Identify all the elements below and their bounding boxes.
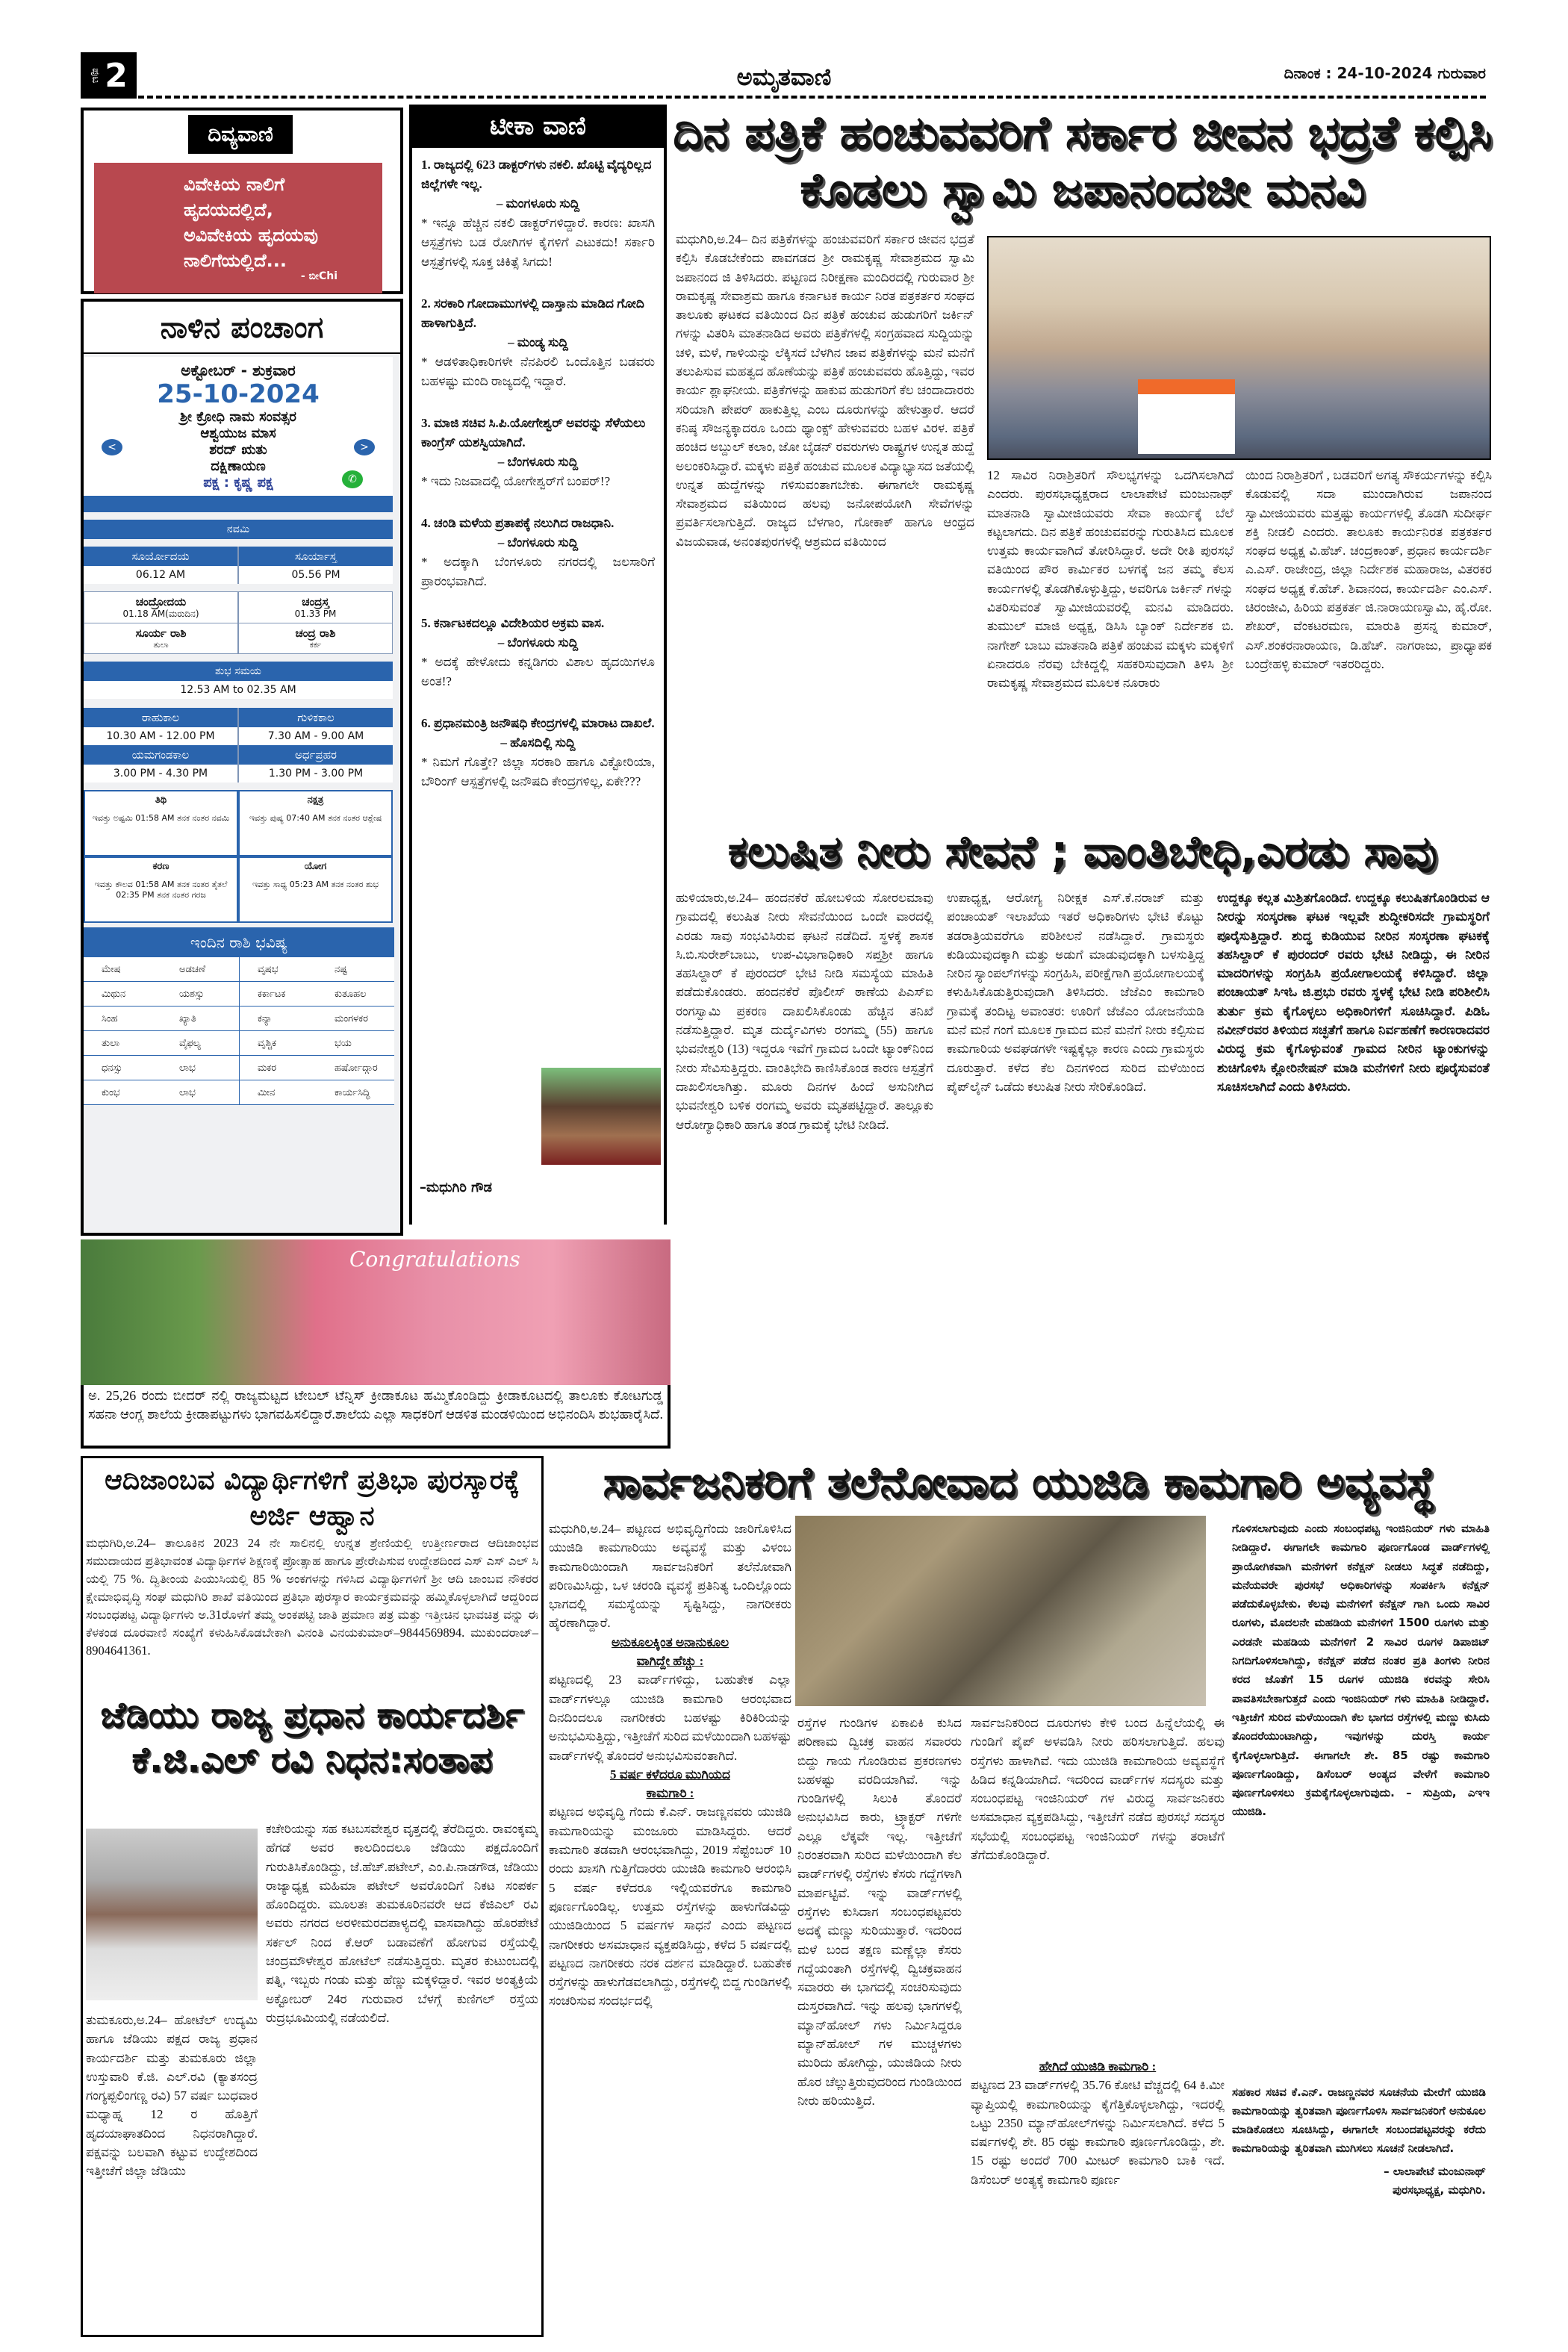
masthead: ಅಮೃತವಾಣಿ	[736, 63, 832, 91]
quote-line: ಹೃದಯದಲ್ಲಿದೆ,	[184, 199, 273, 220]
rashi-sign: ಧನಸ್ಸು	[102, 1062, 122, 1074]
ugd-photo	[795, 1516, 1206, 1706]
detail-value: ಇವತ್ತು ಪುಷ್ಯ 07:40 AM ತನಕ ನಂತರ ಆಶ್ಲೇಷ	[249, 813, 382, 823]
rahu-value: 10.30 AM - 12.00 PM	[106, 730, 215, 742]
rashi-prediction: ಲಾಭ	[179, 1062, 196, 1074]
rashi-prediction: ಲಾಭ	[179, 1086, 196, 1098]
detail-title: ಯೋಗ	[304, 861, 327, 872]
detail-title: ಕರಣ	[152, 861, 169, 872]
tikavani-comment: * ಇದು ನಿಜವಾದಲ್ಲಿ ಯೋಗೇಶ್ವರ್‌ಗೆ ಬಂಪರ್!?	[421, 474, 611, 488]
shubha-label: ಶುಭ ಸಮಯ	[84, 662, 393, 681]
tikavani-source: – ಬೆಂಗಳೂರು ಸುದ್ದಿ	[497, 455, 579, 469]
moonset-value: 01.33 PM	[294, 609, 337, 619]
detail-karana	[85, 858, 237, 921]
quote-line: ನಾಲಿಗೆಯಲ್ಲಿದೆ...	[184, 250, 287, 271]
tikavani-author: –ಮಧುಗಿರಿ ಗೌಡ	[420, 1180, 492, 1195]
rashi-prediction: ನಷ್ಟ	[335, 963, 348, 975]
ayana: ದಕ್ಷಿಣಾಯಣ	[211, 458, 266, 474]
tikavani-item	[412, 294, 664, 391]
rashi-sign: ಮಿಥುನ	[102, 988, 126, 1000]
ugd-quote-box	[1232, 2083, 1486, 2315]
detail-value: ಇವತ್ತು ಕೌಲವ 01:58 AM ತನಕ ನಂತರ ತೈತಲೆ 02:35 PM ತನಕ ನಂತರ ಗರಜ	[94, 880, 228, 900]
tikavani-source: – ಬೆಂಗಳೂರು ಸುದ್ದಿ	[497, 535, 579, 550]
water-article-col3: ಉದ್ದಕ್ಕೂ ಕಲ್ಲತ ಮಿಶ್ರಿತಗೊಂಡಿದೆ. ಉದ್ದಕ್ಕೂ ಕಲುಷಿತಗೊಂಡಿರುವ ಆ ನೀರನ್ನು ಸಂಸ್ಕರಣಾ ಘಟಕ ಇಲ್ಲವೇ ಶುದ್ಧೀಕರಿಸದೇ ಗ್ರಾಮಸ್ಥರಿಗೆ ಪೂರೈಸುತ್ತಿದ್ದಾರೆ. ಶುದ್ಧ ಕುಡಿಯುವ ನೀರಿನ ಸಂಸ್ಕರಣಾ ಘಟಕಕ್ಕೆ ತಹಸಿಲ್ದಾರ್ ಕೆ ಪುರಂದರ್ ರವರು ಭೇಟಿ ನೀಡಿದ್ದು, ಈ ನೀರಿನ ಮಾದರಿಗಳನ್ನು ಸಂಗ್ರಹಿಸಿ ಪ್ರಯೋಗಾಲಯಕ್ಕೆ ಕಳಿಸಿದ್ದಾರೆ. ಜಿಲ್ಲಾ ಪಂಚಾಯತ್ ಸಿಇಓ ಜಿ.ಪ್ರಭು ರವರು ಸ್ಥಳಕ್ಕೆ ಭೇಟಿ ನೀಡಿ ಪರಿಶೀಲಿಸಿ ತುರ್ತು ಕ್ರಮ ಕೈಗೊಳ್ಳಲು ಅಧಿಕಾರಿಗಳಿಗೆ ಸೂಚಿಸಿದ್ದಾರೆ. ಪಿಡಿಓ ನವೀನ್‌ರವರ ತಿಳಿಯದ ಸಚ್ಛತೆಗೆ ಹಾಗೂ ನಿರ್ವಹಣೆಗೆ ಕಾರಣರಾದವರ ವಿರುದ್ಧ ಕ್ರಮ ಕೈಗೊಳ್ಳುವಂತೆ ಗ್ರಾಮದ ನೀರಿನ ಟ್ಯಾಂಕುಗಳನ್ನು ಶುಚಿಗೊಳಿಸಿ ಕ್ಲೋರಿನೇಷನ್ ಮಾಡಿ ಮನೆಗಳಿಗೆ ನೀರು ಪೂರೈಸುವಂತೆ ಸೂಚಿಸಲಾಗಿದೆ ಎಂದು ತಿಳಿಸಿದರು.	[1217, 891, 1490, 1094]
tikavani-comment: * ಇನ್ನೂ ಹೆಚ್ಚಿನ ನಕಲಿ ಡಾಕ್ಟರ್‌ಗಳಿದ್ದಾರೆ. ಕಾರಣ: ಖಾಸಗಿ ಆಸ್ಪತ್ರೆಗಳು ಬಡ ರೋಗಿಗಳ ಕೈಗಳಿಗೆ ಎಟುಕದು! ಸರ್ಕಾರಿ ಆಸ್ಪತ್ರೆಗಳಲ್ಲಿ ಸೂಕ್ತ ಚಿಕಿತ್ಸೆ ಸಿಗದು!	[421, 216, 655, 269]
rashi-row	[84, 623, 393, 654]
tikavani-news: 2. ಸರಕಾರಿ ಗೋದಾಮುಗಳಲ್ಲಿ ದಾಸ್ತಾನು ಮಾಡಿದ ಗೋದಿ ಹಾಳಾಗುತ್ತಿದೆ.	[421, 296, 644, 330]
yama-value: 3.00 PM - 4.30 PM	[113, 768, 208, 780]
sunrise-label: ಸೂರ್ಯೋದಯ	[84, 547, 237, 566]
masa: ಆಶ್ವಯುಜ ಮಾಸ	[200, 426, 276, 441]
rashi-sign: ಕುಂಭ	[102, 1086, 120, 1098]
rashi-sign: ಕರ್ಕಾಟಕ	[239, 982, 317, 1007]
ugd-col2: ರಸ್ತೆಗಳ ಗುಂಡಿಗಳ ಏಕಾಏಕಿ ಕುಸಿದ ಪರಿಣಾಮ ದ್ವಿಚಕ್ರ ವಾಹನ ಸವಾರರು ಬಿದ್ದು ಗಾಯ ಗೊಂಡಿರುವ ಪ್ರಕರಣಗಳು ಬಹಳಷ್ಟು ವರದಿಯಾಗಿವೆ. ಇನ್ನು ಗುಂಡಿಗಳಲ್ಲಿ ಸಿಲುಕಿ ತೊಂದರೆ ಅನುಭವಿಸಿದ ಕಾರು, ಟ್ರ್ಯಾಕ್ಟರ್ ಗಳಿಗೇ ಎಲ್ಲೂ ಲೆಕ್ಕವೇ ಇಲ್ಲ. ಇತ್ತೀಚೆಗೆ ನಿರಂತರವಾಗಿ ಸುರಿದ ಮಳೆಯಿಂದಾಗಿ ಕೆಲ ವಾರ್ಡ್‌ಗಳಲ್ಲಿ ರಸ್ತೆಗಳು ಕೆಸರು ಗದ್ದೆಗಳಾಗಿ ಮಾರ್ಪಟ್ಟಿವೆ. ಇನ್ನು ವಾರ್ಡ್‌ಗಳಲ್ಲಿ ರಸ್ತೆಗಳು ಕುಸಿದಾಗ ಸಂಬಂಧಪಟ್ಟವರು ಅದಕ್ಕೆ ಮಣ್ಣು ಸುರಿಯುತ್ತಾರೆ. ಇದರಿಂದ ಮಳೆ ಬಂದ ತಕ್ಷಣ ಮಣ್ಣೆಲ್ಲಾ ಕೆಸರು ಗದ್ದೆಯಂತಾಗಿ ರಸ್ತೆಗಳಲ್ಲಿ ದ್ವಿಚಕ್ರವಾಹನ ಸವಾರರು ಈ ಭಾಗದಲ್ಲಿ ಸಂಚರಿಸುವುದು ದುಸ್ತರವಾಗಿದೆ. ಇನ್ನು ಹಲವು ಭಾಗಗಳಲ್ಲಿ ಮ್ಯಾನ್‌ಹೋಲ್ ಗಳು ನಿರ್ಮಿಸಿದ್ದರೂ ಮ್ಯಾನ್‌ಹೋಲ್ ಗಳ ಮುಚ್ಚಳಗಳು ಮುರಿದು ಹೋಗಿದ್ದು, ಯುಜಿಡಿಯ ನೀರು ಹೊರ ಚೆಲ್ಲುತ್ತಿರುವುದರಿಂದ ಗುಂಡಿಯಿಂದ ನೀರು ಹರಿಯುತ್ತಿದೆ.	[797, 1716, 962, 2108]
ugd-col3	[971, 1714, 1225, 2326]
tikavani-comment: * ನಿಮಗೆ ಗೊತ್ತೇ? ಜಿಲ್ಲಾ ಸರಕಾರಿ ಹಾಗೂ ವಿಕ್ಟೋರಿಯಾ, ಬೌರಿಂಗ್ ಆಸ್ಪತ್ರೆಗಳಲ್ಲಿ ಜನೌಷದಿ ಕೇಂದ್ರಗಳಿಲ್ಲ, ಏಕೇ???	[421, 755, 655, 788]
moonrise-value: 01.18 AM(ಮರುದಿನ)	[122, 609, 199, 619]
panchanga-date-card	[84, 357, 393, 496]
yama-label: ಯಮಗಂಡಕಾಲ	[84, 745, 237, 765]
tikavani-item	[412, 155, 664, 272]
rashi-title: ಇಂದಿನ ರಾಶಿ ಭವಿಷ್ಯ	[84, 927, 394, 957]
lead-article-col3: ಯಿಂದ ನಿರಾಶ್ರಿತರಿಗೆ , ಬಡವರಿಗೆ ಅಗತ್ಯ ಸೌಕರ್ಯಗಳನ್ನು ಕಲ್ಪಿಸಿ ಕೊಡುವಲ್ಲಿ ಸದಾ ಮುಂದಾಗಿರುವ ಜಪಾನಂದ ಸ್ವಾಮೀಜಿಯವರು ಮತ್ತಷ್ಟು ಕಾರ್ಯಗಳಲ್ಲಿ ತೊಡಗಿ ಸುದೀರ್ಘ ಶಕ್ತಿ ನೀಡಲಿ ಎಂದರು. ತಾಲೂಕು ಕಾರ್ಯನಿರತ ಪತ್ರಕರ್ತರ ಸಂಘದ ಅಧ್ಯಕ್ಷ ವಿ.ಹೆಚ್. ಚಂದ್ರಕಾಂತ್, ಪ್ರಧಾನ ಕಾರ್ಯದರ್ಶಿ ಎ.ಎಸ್. ರಾಜೇಂದ್ರ, ಜಿಲ್ಲಾ ನಿರ್ದೇಶಕ ಮಹಾರಾಜ, ವಿತರಕರ ಸಂಘದ ಅಧ್ಯಕ್ಷ ಕೆ.ಹೆಚ್. ಶಿವಾನಂದ, ಕಾರ್ಯದರ್ಶಿ ಎಂ.ಎಸ್. ಚಿರಂಜೀವಿ, ಹಿರಿಯ ಪತ್ರಕರ್ತ ಜಿ.ನಾರಾಯಣಸ್ವಾಮಿ, ಹೈ.ರೋ. ಶೇಖರ್, ವೆಂಕಟರಮಣ, ಮಾರುತಿ ಪ್ರಸನ್ನ ಕುಮಾರ್, ಎಸ್.ಶಂಕರನಾರಾಯಣ, ಡಿ.ಹೆಚ್. ನಾಗರಾಜು, ಪ್ರಾಧ್ಯಾಪಕ ಬಂದ್ರೇಹಳ್ಳಿ ಕುಮಾರ್ ಇತರರಿದ್ದರು.	[1245, 468, 1492, 671]
tithi-name: ನವಮಿ	[84, 520, 393, 539]
sun-value-row	[84, 566, 393, 584]
kgl-ravi-photo	[86, 1829, 258, 2000]
divyavani-title: ದಿವ್ಯವಾಣಿ	[188, 115, 293, 154]
rashi-row	[84, 1031, 394, 1056]
whatsapp-icon[interactable]: ✆	[342, 470, 363, 488]
ugd-headline: ಸಾರ್ವಜನಿಕರಿಗೆ ತಲೆನೋವಾದ ಯುಜಿಡಿ ಕಾಮಗಾರಿ ಅವ್ಯವಸ್ಥೆ	[603, 1457, 1436, 1508]
adijambava-body: ಮಧುಗಿರಿ,ಅ.24– ತಾಲೂಕಿನ 2023 24 ನೇ ಸಾಲಿನಲ್ಲಿ ಉನ್ನತ ಶ್ರೇಣಿಯಲ್ಲಿ ಉತ್ತೀರ್ಣರಾದ ಆದಿಜಾಂಭವ ಸಮುದಾಯದ ಪ್ರತಿಭಾವಂತ ವಿದ್ಯಾರ್ಥಿಗಳ ಶಿಕ್ಷಣಕ್ಕೆ ಪ್ರೋತ್ಸಾಹ ಹಾಗೂ ಪ್ರೇರೇಪಿಸುವ ಉದ್ದೇಶದಿಂದ ಎಸ್ ಎಸ್ ಎಲ್ ಸಿ ಯಲ್ಲಿ 75 %. ದ್ವಿತೀಂಯ ಪಿಯುಸಿಯಲ್ಲಿ 85 % ಅಂಕಗಳನ್ನು ಗಳಿಸಿದ ವಿದ್ಯಾರ್ಥಿಗಳಿಗೆ ಶ್ರೀ ಆದಿ ಜಾಂಬವ ನೌಕರರ ಕ್ಷೇಮಾಭಿವೃದ್ಧಿ ಸಂಘ ಮಧುಗಿರಿ ಶಾಖೆ ವತಿಯಿಂದ ಪ್ರತಿಭಾ ಪುರಸ್ಕಾರ ಕಾರ್ಯಕ್ರಮವನ್ನು ಹಮ್ಮಿಕೊಳ್ಳಲಾಗಿದೆ ಆದ್ದರಿಂದ ಸಂಬಂಧಪಟ್ಟ ವಿದ್ಯಾರ್ಥಿಗಳು ಅ.31ರೊಳಗೆ ತಮ್ಮ ಅಂಕಪಟ್ಟಿ ಜಾತಿ ಪ್ರಮಾಣ ಪತ್ರ ಮತ್ತು ಇತ್ತೀಚಿನ ಭಾವಚಿತ್ರ ವನ್ನು ಈ ಕೆಳಕಂಡ ದೂರವಾಣಿ ಸಂಖ್ಯೆಗೆ ಕಳುಹಿಸಿಕೊಡಬೇಕಾಗಿ ವಿನಂತಿ ವಿನಯಕುಮಾರ್–9844569894. ಮುಕುಂದರಾಜ್–8904641361.	[86, 1536, 538, 1658]
rashi-sign: ತುಲಾ	[102, 1037, 120, 1049]
surya-rashi-value: ತುಲಾ	[153, 640, 169, 650]
tikavani-column	[409, 105, 667, 1225]
detail-nakshatra	[240, 791, 391, 855]
rashi-row	[84, 1056, 394, 1080]
tikavani-comment: * ಆಡಳಿತಾಧಿಕಾರಿಗಳೇ ನೆನಪಿರಲಿ ಒಂದೊತ್ತಿನ ಬಡವರು ಬಹಳಷ್ಟು ಮಂದಿ ರಾಜ್ಯದಲ್ಲಿ ಇದ್ದಾರೆ.	[421, 355, 655, 388]
jdu-article-side: ಕಚೇರಿಯನ್ನು ಸಹ ಕಟಬಸವೇಶ್ವರ ವೃತ್ತದಲ್ಲಿ ತೆರೆದಿದ್ದರು. ರಾವಂಕ್ಕಮ್ಮ ಹೆಗಡೆ ಅವರ ಕಾಲದಿಂದಲೂ ಜೆಡಿಯು ಪಕ್ಷದೊಂದಿಗೆ ಗುರುತಿಸಿಕೊಂಡಿದ್ದು, ಜೆ.ಹೆಚ್.ಪಟೇಲ್, ಎಂ.ಪಿ.ನಾಡಗೌಡ, ಜೆಡಿಯು ರಾಜ್ಯಾಧ್ಯಕ್ಷ ಮಹಿಮಾ ಪಟೇಲ್ ಅವರೊಂದಿಗೆ ನಿಕಟ ಸಂಪರ್ಕ ಹೊಂದಿದ್ದರು. ಮೂಲತಃ ತುಮಕೂರಿನವರೇ ಆದ ಕೆಜಿಎಲ್ ರವಿ ಅವರು ನಗರದ ಅರಳೀಮರದಪಾಳ್ಯದಲ್ಲಿ ವಾಸವಾಗಿದ್ದು ಹೊರಪೇಟೆ ಸರ್ಕಲ್ ನಿಂದ ಕೆ.ಆರ್ ಬಡಾವಣೆಗೆ ಹೋಗುವ ರಸ್ತೆಯಲ್ಲಿ ಚಂದ್ರಮೌಳೇಶ್ವರ ಹೋಟೆಲ್ ನಡೆಸುತ್ತಿದ್ದರು. ಮೃತರ ಕುಟುಂಬದಲ್ಲಿ ಪತ್ನಿ, ಇಬ್ಬರು ಗಂಡು ಮತ್ತು ಹೆಣ್ಣು ಮಕ್ಕಳಿದ್ದಾರೆ. ಇವರ ಅಂತ್ಯಕ್ರಿಯೆ ಅಕ್ಟೋಬರ್ 24ರ ಗುರುವಾರ ಬೆಳಗ್ಗೆ ಕುಣಿಗಲ್ ರಸ್ತೆಯ ರುದ್ರಭೂಮಿಯಲ್ಲಿ ನಡೆಯಲಿದೆ.	[266, 1822, 538, 2025]
lead-photo	[987, 236, 1491, 460]
rashi-row	[84, 1080, 394, 1105]
ardha-label: ಅರ್ಧಪ್ರಹರ	[237, 745, 393, 765]
gulika-value: 7.30 AM - 9.00 AM	[237, 727, 393, 745]
moon-row	[84, 591, 393, 623]
kala-value-row-2	[84, 765, 393, 783]
kala-header-row-1	[84, 708, 393, 727]
divyavani-quote-image	[94, 163, 382, 293]
adijambava-box	[81, 1456, 544, 2337]
tikavani-comment: * ಅದಕ್ಕಾಗಿ ಬೆಂಗಳೂರು ನಗರದಲ್ಲಿ ಜಲಸಾರಿಗೆ ಪ್ರಾರಂಭವಾಗಿದೆ.	[421, 555, 655, 588]
ugd-subhead-3: ಹೇಗಿದೆ ಯುಜಿಡಿ ಕಾಮಗಾರಿ :	[1039, 2059, 1157, 2073]
chandra-rashi-value: ಕರ್ಕ	[309, 640, 322, 650]
rashi-prediction: ಮಂಗಳಕರ	[335, 1012, 368, 1024]
ugd-subhead-2b: ಕಾಮಗಾರಿ :	[646, 1786, 694, 1801]
tikavani-title: ಟೀಕಾ ವಾಣಿ	[412, 105, 664, 148]
panchanga-title: ನಾಳಿನ ಪಂಚಾಂಗ	[84, 302, 400, 354]
lead-headline: ದಿನ ಪತ್ರಿಕೆ ಹಂಚುವವರಿಗೆ ಸರ್ಕಾರ ಜೀವನ ಭದ್ರತೆ ಕಲ್ಪಿಸಿ ಕೊಡಲು ಸ್ವಾಮಿ ಜಪಾನಂದಜೀ ಮನವಿ	[673, 105, 1493, 217]
rashi-prediction: ಹರ್ಷೋದ್ಗಾರ	[335, 1062, 378, 1074]
jdu-article-below: ತುಮಕೂರು,ಅ.24– ಹೋಟೆಲ್ ಉದ್ಯಮಿ ಹಾಗೂ ಜೆಡಿಯು ಪಕ್ಷದ ರಾಜ್ಯ ಪ್ರಧಾನ ಕಾರ್ಯದರ್ಶಿ ಮತ್ತು ತುಮಕೂರು ಜಿಲ್ಲಾ ಉಸ್ತುವಾರಿ ಕೆ.ಜಿ. ಎಲ್.ರವಿ (ಕ್ಯಾತಸಂದ್ರ ಗಂಗ್ಯಪ್ಪಲಿಂಗಣ್ಣ ರವಿ) 57 ವರ್ಷ ಬುಧವಾರ ಮಧ್ಯಾಹ್ನ 12 ರ ಹೊತ್ತಿಗೆ ಹೃದಯಾಘಾತದಿಂದ ನಿಧನರಾಗಿದ್ದಾರೆ. ಪಕ್ಷವನ್ನು ಬಲವಾಗಿ ಕಟ್ಟುವ ಉದ್ದೇಶದಿಂದ ಇತ್ತೀಚೆಗೆ ಜಿಲ್ಲಾ ಜೆಡಿಯು	[86, 2013, 258, 2179]
lead-article-col1: ಮಧುಗಿರಿ,ಅ.24– ದಿನ ಪತ್ರಿಕೆಗಳನ್ನು ಹಂಚುವವರಿಗೆ ಸರ್ಕಾರ ಜೀವನ ಭದ್ರತೆ ಕಲ್ಪಿಸಿ ಕೊಡಬೇಕೆಂದು ಪಾವಗಡದ ಶ್ರೀ ರಾಮಕೃಷ್ಣ ಸೇವಾಶ್ರಮದ ಸ್ವಾಮಿ ಜಪಾನಂದ ಜಿ ತಿಳಿಸಿದರು. ಪಟ್ಟಣದ ನಿರೀಕ್ಷಣಾ ಮಂದಿರದಲ್ಲಿ ಗುರುವಾರ ಶ್ರೀ ರಾಮಕೃಷ್ಣ ಸೇವಾಶ್ರಮ ಹಾಗೂ ಕರ್ನಾಟಕ ಕಾರ್ಯ ನಿರತ ಪತ್ರಕರ್ತರ ಸಂಘದ ತಾಲೂಕು ಘಟಕದ ವತಿಯಿಂದ ದಿನ ಪತ್ರಿಕೆ ಹಂಚುವ ಹುಡುಗರಿಗೆ ಜರ್ಕಿನ್ ಗಳನ್ನು ವಿತರಿಸಿ ಮಾತನಾಡಿದ ಅವರು ಪತ್ರಿಕೆಗಳಲ್ಲಿ ಸಂಗ್ರಹವಾದ ಸುದ್ದಿಯನ್ನು ಚಳಿ, ಮಳೆ, ಗಾಳಿಯನ್ನು ಲೆಕ್ಕಿಸದೆ ಬೆಳಗಿನ ಜಾವ ಪತ್ರಿಕೆಗಳನ್ನು ಮನೆ ಮನೆಗೆ ತಲುಪಿಸುವ ಮಹತ್ವದ ಹೊಣೆಯನ್ನು ಪತ್ರಿಕೆ ಹಂಚುವವರು ಹೊತ್ತಿದ್ದು, ಇವರ ಕಾರ್ಯ ಶ್ಲಾಘನೀಯ. ಪತ್ರಿಕೆಗಳನ್ನು ಹಾಕುವ ಹುಡುಗರಿಗೆ ಕೆಲ ಚಂದಾದಾರರು ಸರಿಯಾಗಿ ಪೇಪರ್ ಹಾಕುತ್ತಿಲ್ಲ ಎಂಬ ದೂರುಗಳನ್ನು ಹೇಳುತ್ತಾರೆ. ಆದರೆ ಕನಿಷ್ಠ ಸೌಜನ್ಯಕ್ಕಾದರೂ ಒಂದು ಥ್ಯಾಂಕ್ಸ್ ಹೇಳುವವರು ಬಹಳ ವಿರಳ. ಪತ್ರಿಕೆ ಹಂಚಿದ ಅಬ್ದುಲ್ ಕಲಾಂ, ಜೋ ಬೈಡನ್ ರವರುಗಳು ರಾಷ್ಟ್ರಗಳ ಉನ್ನತ ಹುದ್ದೆ ಅಲಂಕರಿಸಿದ್ದಾರೆ. ಮಕ್ಕಳು ಪತ್ರಿಕೆ ಹಂಚುವ ಮೂಲಕ ವಿದ್ಯಾಭ್ಯಾಸದ ಜತೆಯಲ್ಲಿ ಉನ್ನತ ಹುದ್ದೆಗಳನ್ನು ಗಳಿಸುವಂತಾಗಬೇಕು. ಈಗಾಗಲೇ ರಾಮಕೃಷ್ಣ ಸೇವಾಶ್ರಮದ ವತಿಯಿಂದ ಹಲವು ಜನೋಪಯೋಗಿ ಸೇವೆಗಳನ್ನು ಪ್ರವರ್ತಿಸಲಾಗುತ್ತಿದೆ. ರಾಜ್ಯದ ಬೆಳಗಾಂ, ಗೋಕಾಕ್ ಹಾಗೂ ಆಂಧ್ರದ ವಿಜಯವಾಡ, ಅನಂತಪುರಗಳಲ್ಲಿ ಆಶ್ರಮದ ವತಿಯಿಂದ	[676, 232, 974, 549]
page-number: 2	[105, 56, 128, 95]
tikavani-items	[412, 148, 664, 791]
rashi-sign: ಮೀನ	[239, 1080, 317, 1105]
rahu-label: ರಾಹುಕಾಲ	[84, 708, 237, 727]
jdu-headline-2: ಕೆ.ಜಿ.ಎಲ್ ರವಿ ನಿಧನ:ಸಂತಾಪ	[131, 1739, 493, 1781]
tikavani-source: – ಬೆಂಗಳೂರು ಸುದ್ದಿ	[497, 635, 579, 650]
rashi-sign: ಮಕರ	[239, 1056, 317, 1080]
detail-value: ಇವತ್ತು ಅಷ್ಟಮಿ 01:58 AM ತನಕ ನಂತರ ನವಮಿ	[92, 813, 230, 823]
water-headline: ಕಲುಷಿತ ನೀರು ಸೇವನೆ ; ವಾಂತಿಬೇಧಿ,ಎರಡು ಸಾವು	[727, 826, 1438, 877]
author-photo	[541, 1068, 661, 1165]
rashi-row	[84, 982, 394, 1007]
sunset-value: 05.56 PM	[237, 566, 393, 584]
tikavani-item	[412, 414, 664, 491]
sun-header-row	[84, 547, 393, 566]
rashi-prediction: ಯಶಸ್ಸು	[179, 988, 205, 1000]
moonset-label: ಚಂದ್ರಸ್ತ	[302, 595, 329, 609]
tikavani-news: 3. ಮಾಜಿ ಸಚಿವ ಸಿ.ಪಿ.ಯೋಗೇಶ್ವರ್ ಅವರನ್ನು ಸೆಳೆಯಲು ಕಾಂಗ್ರೆಸ್ ಯಶಸ್ವಿಯಾಗಿದೆ.	[421, 416, 646, 449]
ugd-quote-by: – ಲಾಲಾಪೇಟೆ ಮಂಜುನಾಥ್	[1384, 2165, 1486, 2178]
tikavani-comment: * ಅದಕ್ಕೆ ಹೇಳೋದು ಕನ್ನಡಿಗರು ವಿಶಾಲ ಹೃದಯಿಗಳೂ ಅಂತ!?	[421, 655, 655, 688]
ugd-quote-role: ಪುರಸಭಾಧ್ಯಕ್ಷ, ಮಧುಗಿರಿ.	[1392, 2183, 1486, 2197]
ashrama-banner	[1138, 379, 1235, 454]
rashi-prediction: ಅಡಚಣೆ	[179, 963, 206, 975]
detail-title: ನಕ್ಷತ್ರ	[307, 794, 324, 806]
gulika-label: ಗುಳಿಕಕಾಲ	[237, 708, 393, 727]
ugd-subhead-1b: ವಾಗಿದ್ದೇ ಹೆಚ್ಚು :	[636, 1654, 704, 1669]
tikavani-source: – ಹೊಸದಿಲ್ಲಿ ಸುದ್ದಿ	[500, 735, 576, 750]
detail-tithi	[85, 791, 237, 855]
dateline: ದಿನಾಂಕ : 24-10-2024 ಗುರುವಾರ	[1284, 64, 1486, 82]
page-label: ಪುಟ	[90, 67, 102, 84]
ugd-col1-body: ಪಟ್ಟಣದಲ್ಲಿ 23 ವಾರ್ಡ್‌ಗಳಿದ್ದು, ಬಹುತೇಕ ಎಲ್ಲಾ ವಾರ್ಡ್‌ಗಳಲ್ಲೂ ಯುಜಿಡಿ ಕಾಮಗಾರಿ ಆರಂಭವಾದ ದಿನದಿಂದಲೂ ನಾಗರೀಕರು ಬಹಳಷ್ಟು ಕಿರಿಕಿರಿಯನ್ನು ಅನುಭವಿಸುತ್ತಿದ್ದು, ಇತ್ತೀಚೆಗೆ ಸುರಿದ ಮಳೆಯಿಂದಾಗಿ ಬಹಳಷ್ಟು ವಾರ್ಡ್‌ಗಳಲ್ಲಿ ತೊಂದರೆ ಅನುಭವಿಸುವಂತಾಗಿದೆ.	[549, 1673, 791, 1763]
tikavani-news: 1. ರಾಜ್ಯದಲ್ಲಿ 623 ಡಾಕ್ಟರ್‌ಗಳು ನಕಲಿ. ಖೊಟ್ಟಿ ವೈದ್ಯರಿಲ್ಲದ ಜಿಲ್ಲೆಗಳೇ ಇಲ್ಲ.	[421, 158, 652, 191]
ugd-col4: ಗೊಳಿಸಲಾಗುವುದು ಎಂದು ಸಂಬಂಧಪಟ್ಟ ಇಂಜಿನಿಯರ್ ಗಳು ಮಾಹಿತಿ ನೀಡಿದ್ದಾರೆ. ಈಗಾಗಲೇ ಕಾಮಗಾರಿ ಪೂರ್ಣಗೊಂಡ ವಾರ್ಡ್‌ಗಳಲ್ಲಿ ಪ್ರಾಯೋಗಿಕವಾಗಿ ಮನೆಗಳಿಗೆ ಕನೆಕ್ಷನ್ ನೀಡಲು ಸಿದ್ಧತೆ ನಡೆದಿದ್ದು, ಮನೆಯವರೇ ಪುರಸಭೆ ಅಧಿಕಾರಿಗಳನ್ನು ಸಂಪರ್ಕಿಸಿ ಕನೆಕ್ಷನ್ ಪಡೆದುಕೊಳ್ಳಬೇಕು. ಕೆಲವು ಮನೆಗಳಿಗೆ ಕನೆಕ್ಷನ್ ಗಾಗಿ ಒಂದು ಸಾವಿರ ರೂಗಳು, ಮೊದಲನೇ ಮಹಡಿಯ ಮನೆಗಳಿಗೆ 1500 ರೂಗಳು ಮತ್ತು ಎರಡನೇ ಮಹಡಿಯ ಮನೆಗಳಿಗೆ 2 ಸಾವಿರ ರೂಗಳ ಡಿಪಾಜಿಟ್ ನಿಗದಿಗೊಳಿಸಲಾಗಿದ್ದು, ಕನೆಕ್ಷನ್ ಪಡೆದ ನಂತರ ಪ್ರತಿ ತಿಂಗಳು ನೀರಿನ ಕರದ ಜೊತೆಗೆ 15 ರೂಗಳ ಯುಜಿಡಿ ಕರವನ್ನು ಸೇರಿಸಿ ಪಾವತಿಸಬೇಕಾಗುತ್ತದೆ ಎಂದು ಇಂಜಿನಿಯರ್ ಗಳು ಮಾಹಿತಿ ನೀಡಿದ್ದಾರೆ. ಇತ್ತೀಚೆಗೆ ಸುರಿದ ಮಳೆಯಿಂದಾಗಿ ಕೆಲ ಭಾಗದ ರಸ್ತೆಗಳಲ್ಲಿ ಮಣ್ಣು ಕುಸಿದು ತೊಂದರೆಯುಂಟಾಗಿದ್ದು, ಇವುಗಳನ್ನು ದುರಸ್ತಿ ಕಾರ್ಯ ಕೈಗೊಳ್ಳಲಾಗುತ್ತಿದೆ. ಈಗಾಗಲೇ ಶೇ. 85 ರಷ್ಟು ಕಾಮಗಾರಿ ಪೂರ್ಣಗೊಂಡಿದ್ದು, ಡಿಸೆಂಬರ್ ಅಂತ್ಯದ ವೇಳೆಗೆ ಕಾಮಗಾರಿ ಪೂರ್ಣಗೊಳಿಸಲು ಕ್ರಮಕೈಗೊಳ್ಳಲಾಗುವುದು. – ಸುಪ್ರಿಯ, ಎಇಇ ಯುಜಿಡಿ.	[1232, 1522, 1490, 1819]
jdu-headline-1: ಜೆಡಿಯು ರಾಜ್ಯ ಪ್ರಧಾನ ಕಾರ್ಯದರ್ಶಿ	[100, 1694, 524, 1736]
rashi-sign: ಸಿಂಹ	[102, 1012, 118, 1024]
rashi-prediction: ಕುತೂಹಲ	[335, 988, 367, 1000]
rashi-row	[84, 1007, 394, 1031]
rashi-row	[84, 957, 394, 982]
ugd-subhead-1a: ಅನುಕೂಲಕ್ಕಿಂತ ಅನಾನುಕೂಲ	[612, 1634, 729, 1649]
tikavani-item	[412, 514, 664, 591]
rashi-sign: ವೃಶ್ಚಿಕ	[239, 1031, 317, 1056]
ugd-col3-body: ಸಾರ್ವಜನಿಕರಿಂದ ದೂರುಗಳು ಕೇಳಿ ಬಂದ ಹಿನ್ನೆಲೆಯಲ್ಲಿ ಈ ಗುಂಡಿಗೆ ಪೈಪ್ ಅಳವಡಿಸಿ ನೀರು ಹರಿಸಲಾಗುತ್ತಿದೆ. ಹಲವು ರಸ್ತೆಗಳು ಹಾಳಾಗಿವೆ. ಇದು ಯುಜಿಡಿ ಕಾಮಗಾರಿಯ ಅವ್ಯವಸ್ಥೆಗೆ ಹಿಡಿದ ಕನ್ನಡಿಯಾಗಿದೆ. ಇದರಿಂದ ವಾರ್ಡ್‌ಗಳ ಸದಸ್ಯರು ಮತ್ತು ಸಂಬಂಧಪಟ್ಟ ಇಂಜಿನಿಯರ್ ಗಳ ವಿರುದ್ಧ ಸಾರ್ವಜನಿಕರು ಅಸಮಾಧಾನ ವ್ಯಕ್ತಪಡಿಸಿದ್ದು, ಇತ್ತೀಚೆಗೆ ನಡೆದ ಪುರಸಭೆ ಸದಸ್ಯರ ಸಭೆಯಲ್ಲಿ ಸಂಬಂಧಪಟ್ಟ ಇಂಜಿನಿಯರ್ ಗಳನ್ನು ತರಾಟೆಗೆ ತೆಗೆದುಕೊಂಡಿದ್ದಾರೆ.	[971, 1716, 1225, 1863]
chandra-rashi-label: ಚಂದ್ರ ರಾಶಿ	[295, 626, 336, 640]
rashi-sign: ಮೇಷ	[102, 963, 121, 975]
sunrise-value: 06.12 AM	[135, 569, 186, 581]
ugd-subhead-2a: 5 ವರ್ಷ ಕಳೆದರೂ ಮುಗಿಯದ	[610, 1767, 730, 1782]
ritu: ಶರದ್ ಋತು	[209, 442, 267, 458]
quote-line: ಅವಿವೇಕಿಯ ಹೃದಯವು	[184, 225, 319, 246]
water-article-col1: ಹುಳಿಯಾರು,ಅ.24– ಹಂದನಕೆರೆ ಹೋಬಳಿಯ ಸೋರಲಮಾವು ಗ್ರಾಮದಲ್ಲಿ ಕಲುಷಿತ ನೀರು ಸೇವನೆಯಿಂದ ಒಂದೇ ವಾರದಲ್ಲಿ ಎರಡು ಸಾವು ಸಂಭವಿಸಿರುವ ಘಟನೆ ನಡೆದಿದೆ. ಸ್ಥಳಕ್ಕೆ ಶಾಸಕ ಸಿ.ಬಿ.ಸುರೇಶ್‌ಬಾಬು, ಉಪ-ವಿಭಾಗಾಧಿಕಾರಿ ಸಪ್ತಶ್ರೀ ಹಾಗೂ ತಹಸಿಲ್ದಾರ್ ಕೆ ಪುರಂದರ್ ಭೇಟಿ ನೀಡಿ ಸಮಸ್ಯೆಯ ಮಾಹಿತಿ ಪಡೆದುಕೊಂಡರು. ಹಂದನಕೆರೆ ಪೊಲೀಸ್ ಠಾಣೆಯ ಪಿಎಸ್ಐ ರಂಗಸ್ವಾಮಿ ಪ್ರಕರಣ ದಾಖಲಿಸಿಕೊಂಡು ಹೆಚ್ಚಿನ ತನಿಖೆ ನಡೆಸುತ್ತಿದ್ದಾರೆ. ಮೃತ ದುರ್ದೈವಿಗಳು ರಂಗಮ್ಮ (55) ಹಾಗೂ ಭುವನೇಶ್ವರಿ (13) ಇದ್ದರೂ ಇವೆಗೆ ಗ್ರಾಮದ ಒಂದೇ ಟ್ಯಾಂಕ್‌ನಿಂದ ನೀರು ಸೇವಿಸುತ್ತಿದ್ದರು. ವಾಂತಿಭೇದಿ ಕಾಣಿಸಿಕೊಂಡ ಕಾರಣ ಆಸ್ಪತ್ರೆಗೆ ದಾಖಲಿಸಲಾಗಿತ್ತು. ಮೂರು ದಿನಗಳ ಹಿಂದೆ ಅಸುನೀಗಿದ ಭುವನೇಶ್ವರಿ ಬಳಿಕ ರಂಗಮ್ಮ ಅವರು ಮೃತಪಟ್ಟಿದ್ದಾರೆ. ತಾಲ್ಲೂಕು ಆರೋಗ್ಯಾಧಿಕಾರಿ ಹಾಗೂ ತಂಡ ಗ್ರಾಮಕ್ಕೆ ಭೇಟಿ ನೀಡಿದೆ.	[676, 891, 933, 1132]
rashi-prediction: ಖ್ಯಾತಿ	[179, 1012, 196, 1024]
detail-value: ಇವತ್ತು ಸಾಧ್ಯ 05:23 AM ತನಕ ನಂತರ ಶುಭ	[252, 880, 379, 889]
month-day: ಅಕ್ಟೋಬರ್ - ಶುಕ್ರವಾರ	[181, 361, 296, 379]
table-tennis-photo	[81, 1239, 671, 1385]
moonrise-label: ಚಂದ್ರೋದಯ	[135, 595, 187, 609]
kala-header-row-2	[84, 745, 393, 765]
chevron-left-icon[interactable]: <	[102, 439, 122, 455]
ugd-quote: ಸಹಕಾರ ಸಚಿವ ಕೆ.ಎನ್. ರಾಜಣ್ಣನವರ ಸೂಚನೆಯ ಮೇರೆಗೆ ಯುಜಿಡಿ ಕಾಮಗಾರಿಯನ್ನು ತ್ವರಿತವಾಗಿ ಪೂರ್ಣಗೊಳಿಸಿ ಸಾರ್ವಜನಿಕರಿಗೆ ಅನುಕೂಲ ಮಾಡಿಕೊಡಲು ಸೂಚಿಸಿದ್ದು, ಈಗಾಗಲೇ ಸಂಬಂದಪಟ್ಟವರನ್ನು ಕರೆದು ಕಾಮಗಾರಿಯನ್ನು ತ್ವರಿತವಾಗಿ ಮುಗಿಸಲು ಸೂಚನೆ ನೀಡಲಾಗಿದೆ.	[1232, 2085, 1486, 2155]
shubha-value: 12.53 AM to 02.35 AM	[180, 684, 296, 696]
shubha-row	[84, 681, 393, 699]
kala-value-row-1	[84, 727, 393, 745]
quote-line: ವಿವೇಕಿಯ ನಾಲಿಗೆ	[184, 174, 285, 195]
rashi-sign: ವೃಷಭ	[239, 957, 317, 982]
ardha-value: 1.30 PM - 3.00 PM	[237, 765, 393, 783]
panchanga-box	[81, 299, 403, 1236]
detail-title: ತಿಥಿ	[155, 794, 167, 806]
adijambava-headline: ಆದಿಜಾಂಬವ ವಿದ್ಯಾರ್ಥಿಗಳಿಗೆ ಪ್ರತಿಭಾ ಪುರಸ್ಕಾರಕ್ಕೆ ಅರ್ಜಿ ಆಹ್ವಾನ	[105, 1465, 520, 1531]
samvatsara: ಶ್ರೀ ಕ್ರೋಧಿ ನಾಮ ಸಂವತ್ಸರ	[180, 409, 296, 425]
surya-rashi-label: ಸೂರ್ಯ ರಾಶಿ	[135, 626, 187, 640]
table-tennis-caption: ಅ. 25,26 ರಂದು ಬೀದರ್ ನಲ್ಲಿ ರಾಜ್ಯಮಟ್ಟದ ಟೇಬಲ್ ಟೆನ್ನಿಸ್ ಕ್ರೀಡಾಕೂಟ ಹಮ್ಮಿಕೊಂಡಿದ್ದು ಕ್ರೀಡಾಕೂಟದಲ್ಲಿ ತಾಲೂಕು ಕೋಟಗುಡ್ಡ ಸಹನಾ ಆಂಗ್ಲ ಶಾಲೆಯ ಕ್ರೀಡಾಪಟ್ಟುಗಳು ಭಾಗವಹಿಸಲಿದ್ದಾರೆ.ಶಾಲೆಯ ಎಲ್ಲಾ ಸಾಧಕರಿಗೆ ಆಡಳಿತ ಮಂಡಳಿಯಿಂದ ಅಭಿನಂದಿಸಿ ಶುಭಹಾರೈಸಿದೆ.	[81, 1385, 671, 1449]
panchanga-details-grid	[84, 790, 393, 923]
ugd-col3-body2: ಪಟ್ಟಣದ 23 ವಾರ್ಡ್‌ಗಳಲ್ಲಿ 35.76 ಕೋಟಿ ವೆಚ್ಚದಲ್ಲಿ 64 ಕಿ.ಮೀ ವ್ಯಾಪ್ತಿಯಲ್ಲಿ ಕಾಮಗಾರಿಯನ್ನು ಕೈಗೆತ್ತಿಕೊಳ್ಳಲಾಗಿದ್ದು, ಇದರಲ್ಲಿ ಒಟ್ಟು 2350 ಮ್ಯಾನ್‌ಹೋಲ್‌ಗಳನ್ನು ನಿರ್ಮಿಸಲಾಗಿದೆ. ಕಳೆದ 5 ವರ್ಷಗಳಲ್ಲಿ ಶೇ. 85 ರಷ್ಟು ಕಾಮಗಾರಿ ಪೂರ್ಣಗೊಂಡಿದ್ದು, ಶೇ. 15 ರಷ್ಟು ಅಂದರೆ 700 ಮೀಟರ್ ಕಾಮಗಾರಿ ಬಾಕಿ ಇದೆ. ಡಿಸೆಂಬರ್ ಅಂತ್ಯಕ್ಕೆ ಕಾಮಗಾರಿ ಪೂರ್ಣ	[971, 2078, 1225, 2187]
sunset-label: ಸೂರ್ಯಾಸ್ತ	[237, 547, 393, 566]
rashi-table	[84, 957, 394, 1105]
ugd-col1-body2: ಪಟ್ಟಣದ ಅಭಿವೃದ್ಧಿ ಗೆಂದು ಕೆ.ಎನ್. ರಾಜಣ್ಣನವರು ಯುಜಿಡಿ ಕಾಮಗಾರಿಯನ್ನು ಮಂಜೂರು ಮಾಡಿಸಿದ್ದರು. ಆದರೆ ಕಾಮಗಾರಿ ತಡವಾಗಿ ಆರಂಭವಾಗಿದ್ದು, 2019 ಸೆಪ್ಟೆಂಬರ್ 10 ರಂದು ಖಾಸಗಿ ಗುತ್ತಿಗೆದಾರರು ಯುಜಿಡಿ ಕಾಮಗಾರಿ ಆರಂಭಿಸಿ 5 ವರ್ಷ ಕಳೆದರೂ ಇಲ್ಲಿಯವರೆಗೂ ಕಾಮಗಾರಿ ಪೂರ್ಣಗೊಂಡಿಲ್ಲ. ಉತ್ತಮ ರಸ್ತೆಗಳನ್ನು ಹಾಳುಗೆಡವಿದ್ದು ಯುಜಿಡಿಯಿಂದ 5 ವರ್ಷಗಳ ಸಾಧನೆ ಎಂದು ಪಟ್ಟಣದ ನಾಗರೀಕರು ಅಸಮಾಧಾನ ವ್ಯಕ್ತಪಡಿಸಿದ್ದು, ಕಳೆದ 5 ವರ್ಷದಲ್ಲಿ ಪಟ್ಟಣದ ನಾಗರೀಕರು ನರಕ ದರ್ಶನ ಮಾಡಿದ್ದಾರೆ. ಬಹುತೇಕ ರಸ್ತೆಗಳನ್ನು ಹಾಳುಗೆಡವಲಾಗಿದ್ದು, ರಸ್ತೆಗಳಲ್ಲಿ ಬಿದ್ದ ಗುಂಡಿಗಳಲ್ಲಿ ಸಂಚರಿಸುವ ಸಂದರ್ಭದಲ್ಲಿ	[549, 1805, 791, 2009]
quote-signature: - ಬೀChi	[300, 270, 337, 282]
tikavani-source: – ಮಂಡ್ಯ ಸುದ್ದಿ	[508, 335, 568, 349]
ugd-col1	[549, 1519, 791, 2326]
blue-divider	[84, 496, 393, 512]
tikavani-item	[412, 614, 664, 691]
divyavani-box	[81, 108, 403, 294]
rashi-sign: ಕನ್ಯಾ	[239, 1007, 317, 1031]
rashi-prediction: ವೈಫಲ್ಯ	[179, 1037, 201, 1049]
header-divider	[138, 96, 1486, 99]
detail-yoga	[240, 858, 391, 921]
lead-article-col2: 12 ಸಾವಿರ ನಿರಾಶ್ರಿತರಿಗೆ ಸೌಲಭ್ಯಗಳನ್ನು ಒದಗಿಸಲಾಗಿದೆ ಎಂದರು. ಪುರಸಭಾಧ್ಯಕ್ಷರಾದ ಲಾಲಾಪೇಟೆ ಮಂಜುನಾಥ್ ಮಾತನಾಡಿ ಸ್ವಾಮೀಜಿಯವರು ಸೇವಾ ಕಾರ್ಯಕ್ಕೆ ಬೆಲೆ ಕಟ್ಟಲಾಗದು. ದಿನ ಪತ್ರಿಕೆ ಹಂಚುವವರನ್ನು ಗುರುತಿಸಿದ ಮೂಲಕ ಉತ್ತಮ ಕಾರ್ಯವಾಗಿದೆ ತೋರಿಸಿದ್ದಾರೆ. ಅದೇ ರೀತಿ ಪುರಸಭೆ ವತಿಯಿಂದ ಪೌರ ಕಾರ್ಮಿಕರ ಬಳಗಕ್ಕೆ ಜನ ತಮ್ಮ ಕೆಲಸ ಕಾರ್ಯಗಳಲ್ಲಿ ತೊಡಗಿಕೊಳ್ಳುತ್ತಿದ್ದು, ಅವರಿಗೂ ಜರ್ಕಿನ್ ಗಳನ್ನು ವಿತರಿಸುವಂತೆ ಸ್ವಾಮೀಜಿಯವರಲ್ಲಿ ಮನವಿ ಮಾಡಿದರು. ತುಮುಲ್ ಮಾಜಿ ಅಧ್ಯಕ್ಷ, ಡಿಸಿಸಿ ಬ್ಯಾಂಕ್ ನಿರ್ದೇಶಕ ಬಿ. ನಾಗೇಶ್ ಬಾಬು ಮಾತನಾಡಿ ಪತ್ರಿಕೆ ಹಂಚುವ ಮಕ್ಕಳು ಮಕ್ಕಳಿಗೆ ಏನಾದರೂ ನೆರವು ಬೇಕಿದ್ದಲ್ಲಿ ಸಹಕರಿಸುವುದಾಗಿ ತಿಳಿಸಿ ಶ್ರೀ ರಾಮಕೃಷ್ಣ ಸೇವಾಶ್ರಮದ ಮೂಲಕ ನೂರಾರು	[987, 468, 1233, 691]
water-article-col2: ಉಪಾಧ್ಯಕ್ಷ, ಆರೋಗ್ಯ ನಿರೀಕ್ಷಕ ಎಸ್.ಕೆ.ನರಾಜ್ ಮತ್ತು ಪಂಚಾಯತ್ ಇಲಾಖೆಯ ಇತರೆ ಅಧಿಕಾರಿಗಳು ಭೇಟಿ ಕೊಟ್ಟು ತಡರಾತ್ರಿಯವರೆಗೂ ಪರಿಶೀಲನೆ ನಡೆಸಿದ್ದಾರೆ. ಗ್ರಾಮಸ್ಥರು ಕುಡಿಯುವುದಕ್ಕಾಗಿ ಮತ್ತು ಅಡುಗೆ ಮಾಡುವುದಕ್ಕಾಗಿ ಬಳಸುತ್ತಿದ್ದ ನೀರಿನ ಸ್ಯಾಂಪಲ್‌ಗಳನ್ನು ಸಂಗ್ರಹಿಸಿ, ಪರೀಕ್ಷೆಗಾಗಿ ಪ್ರಯೋಗಾಲಯಕ್ಕೆ ಕಳುಹಿಸಿಕೊಡುತ್ತಿರುವುದಾಗಿ ತಿಳಿಸಿದರು. ಜೆಜೆಎಂ ಕಾಮಗಾರಿ ಗ್ರಾಮಕ್ಕೆ ತಂದಿಟ್ಟ ಅವಾಂತರ: ಊರಿಗೆ ಜೆಜೆಎಂ ಯೋಜನೆಯಡಿ ಮನೆ ಮನೆ ಗಂಗೆ ಮೂಲಕ ಗ್ರಾಮದ ಮನೆ ಮನೆಗೆ ನೀರು ಕಲ್ಪಿಸುವ ಕಾಮಗಾರಿಯ ಅವಘಡಗಳೇ ಇಷ್ಟಕ್ಕೆಲ್ಲಾ ಕಾರಣ ಎಂದು ಗ್ರಾಮಸ್ಥರು ದೂರುತ್ತಾರೆ. ಕಳೆದ ಕೆಲ ದಿನಗಳಿಂದ ಸುರಿದ ಮಳೆಯಿಂದ ಪೈಪ್‌ಲೈನ್ ಒಡೆದು ಕಲುಷಿತ ನೀರು ಸೇರಿಕೊಂಡಿದೆ.	[947, 891, 1204, 1094]
rashi-prediction: ಕಾರ್ಯಸಿದ್ಧಿ	[335, 1086, 370, 1098]
rashi-prediction: ಭಯ	[335, 1037, 352, 1049]
tikavani-news: 6. ಪ್ರಧಾನಮಂತ್ರಿ ಜನೌಷಧಿ ಕೇಂದ್ರಗಳಲ್ಲಿ ಮಾರಾಟ ದಾಖಲೆ.	[421, 716, 655, 730]
tikavani-news: 5. ಕರ್ನಾಟಕದಲ್ಲೂ ವಿದೇಶಿಯರ ಅಕ್ರಮ ವಾಸ.	[421, 616, 605, 630]
chevron-right-icon[interactable]: >	[354, 439, 375, 455]
ugd-col1-intro: ಮಧುಗಿರಿ,ಅ.24– ಪಟ್ಟಣದ ಅಭಿವೃದ್ಧಿಗೆಂದು ಜಾರಿಗೊಳಿಸಿದ ಯುಜಿಡಿ ಕಾಮಗಾರಿಯು ಅವ್ಯವಸ್ಥೆ ಮತ್ತು ವಿಳಂಬ ಕಾಮಗಾರಿಯಿಂದಾಗಿ ಸಾರ್ವಜನಿಕರಿಗೆ ತಲೆನೋವಾಗಿ ಪರಿಣಮಿಸಿದ್ದು, ಒಳ ಚರಂಡಿ ವ್ಯವಸ್ಥೆ ಪ್ರತಿನಿತ್ಯ ಒಂದಿಲ್ಲೊಂದು ಭಾಗದಲ್ಲಿ ಸಮಸ್ಯೆಯನ್ನು ಸೃಷ್ಟಿಸಿದ್ದು, ನಾಗರೀಕರು ಹೈರಣಾಗಿದ್ದಾರೆ.	[549, 1522, 791, 1631]
panchanga-date: 25-10-2024	[157, 379, 320, 409]
tikavani-source: – ಮಂಗಳೂರು ಸುದ್ದಿ	[496, 196, 580, 211]
tikavani-item	[412, 714, 664, 791]
congratulations-banner: Congratulations	[349, 1247, 520, 1272]
tikavani-news: 4. ಚಂಡಿ ಮಳೆಯ ಪ್ರತಾಪಕ್ಕೆ ನಲುಗಿದ ರಾಜಧಾನಿ.	[421, 516, 615, 530]
paksha: ಪಕ್ಷ : ಕೃಷ್ಣ ಪಕ್ಷ	[203, 475, 273, 491]
